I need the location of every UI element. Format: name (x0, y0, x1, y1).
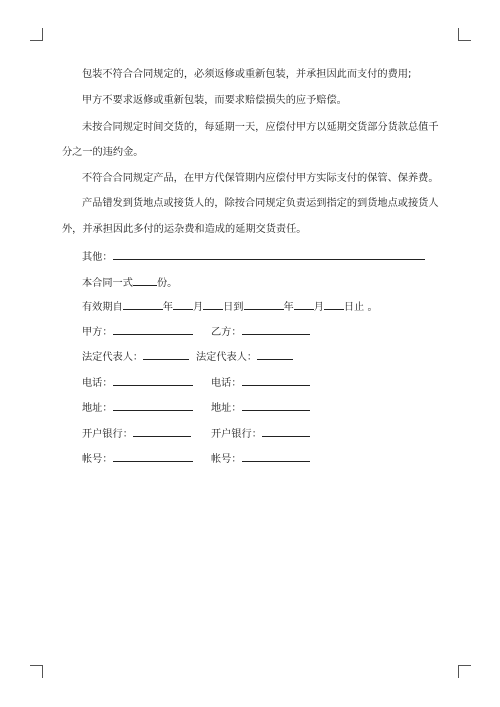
address-a-label: 地址： (82, 403, 113, 414)
validity-month1-blank (173, 298, 193, 310)
rep-b-blank (257, 348, 293, 360)
address-b-blank (242, 399, 310, 411)
bank-b-label: 开户银行： (211, 429, 262, 440)
copies-blank (133, 274, 157, 286)
rep-a-field (82, 348, 189, 365)
clause-compensation: 甲方不要求返修或重新包装，而要求赔偿损失的应予赔偿。 (82, 95, 347, 106)
clause-custody-fees: 不符合合同规定产品，在甲方代保管期内应偿付甲方实际支付的保管、保养费。 (82, 173, 439, 184)
address-a-blank (113, 399, 193, 411)
rep-a-blank (143, 348, 189, 360)
validity-day-to: 日到 (223, 302, 244, 313)
party-b-label: 乙方： (211, 327, 242, 338)
clause-late-delivery: 未按合同规定时间交货的，每延期一天，应偿付甲方以延期交货部分货款总值千 (82, 122, 439, 133)
account-b-label: 帐号： (211, 454, 242, 465)
clause-misdelivery-cont: 外，并承担因此多付的运杂费和造成的延期交货责任。 (62, 224, 307, 235)
other-line (82, 248, 425, 265)
validity-year1: 年 (162, 302, 173, 313)
clause-packaging-repair: 包装不符合合同规定的，必须返修或重新包装，并承担因此而支付的费用; (82, 69, 412, 80)
party-b-field (211, 323, 310, 340)
validity-day-end: 日止 。 (343, 302, 378, 313)
account-a-blank (113, 450, 193, 462)
address-a-field (82, 399, 193, 416)
crop-mark-bottom-right (458, 665, 471, 678)
clause-misdelivery: 产品错发到货地点或接货人的，除按合同规定负责运到指定的到货地点或接货人 (82, 198, 439, 209)
account-a-field (82, 450, 193, 467)
phone-b-label: 电话： (211, 378, 242, 389)
rep-b-field (196, 348, 293, 365)
phone-a-blank (113, 374, 193, 386)
rep-a-label: 法定代表人： (82, 352, 144, 363)
address-b-label: 地址： (211, 403, 242, 414)
phone-a-field (82, 374, 193, 391)
clause-late-delivery-cont: 分之一的违约金。 (62, 147, 144, 158)
other-label: 其他： (82, 252, 113, 263)
copies-prefix: 本合同一式 (82, 278, 133, 289)
crop-mark-top-right (458, 28, 471, 41)
phone-a-label: 电话： (82, 378, 113, 389)
bank-b-field (211, 425, 310, 442)
crop-mark-bottom-left (30, 665, 43, 678)
bank-a-field (82, 425, 191, 442)
phone-b-blank (242, 374, 310, 386)
copies-suffix: 份。 (156, 278, 178, 289)
validity-month1: 月 (192, 302, 204, 313)
other-blank (113, 248, 425, 260)
account-b-blank (242, 450, 310, 462)
validity-year2-blank (244, 298, 284, 310)
account-a-label: 帐号： (82, 454, 113, 465)
address-b-field (211, 399, 310, 416)
rep-b-label: 法定代表人： (196, 352, 258, 363)
validity-prefix: 有效期自 (82, 302, 123, 313)
party-a-label: 甲方： (82, 327, 113, 338)
phone-b-field (211, 374, 310, 391)
party-a-blank (113, 323, 193, 335)
validity-year2: 年 (283, 302, 294, 313)
bank-a-label: 开户银行： (82, 429, 133, 440)
party-a-field (82, 323, 193, 340)
bank-a-blank (133, 425, 191, 437)
bank-b-blank (262, 425, 310, 437)
validity-year1-blank (123, 298, 163, 310)
validity-day1-blank (203, 298, 223, 310)
validity-month2: 月 (313, 302, 324, 313)
validity-line (82, 298, 378, 315)
party-b-blank (242, 323, 310, 335)
account-b-field (211, 450, 310, 467)
copies-line (82, 274, 177, 291)
validity-month2-blank (294, 298, 314, 310)
validity-day2-blank (324, 298, 344, 310)
crop-mark-top-left (30, 28, 43, 41)
